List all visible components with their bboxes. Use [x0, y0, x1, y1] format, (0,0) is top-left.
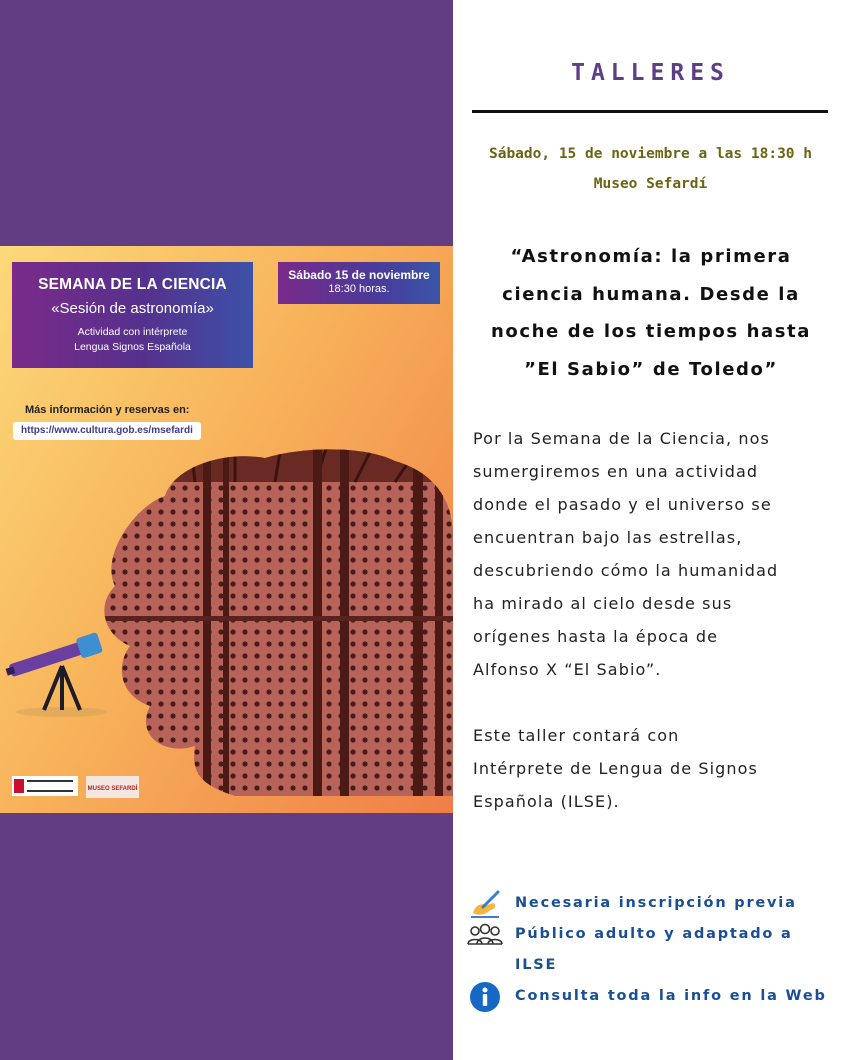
talk-title-line: “Astronomía: la primera	[510, 246, 792, 267]
poster-subtitle: «Sesión de astronomía»	[51, 300, 214, 317]
people-icon	[467, 919, 503, 950]
poster-logos	[12, 776, 139, 798]
paragraph-line: encuentran bajo las estrellas,	[473, 528, 743, 547]
paragraph-line: sumergiremos en una actividad	[473, 462, 759, 481]
talk-title-line: ”El Sabio” de Toledo”	[524, 358, 778, 380]
museo-sefardi-logo-text: MUSEO SEFARDÍ	[87, 786, 138, 792]
heading-divider	[472, 110, 828, 113]
poster-date: Sábado 15 de noviembre	[288, 268, 430, 282]
info-item-registration	[467, 888, 847, 919]
paragraph-line: descubriendo cómo la humanidad	[473, 561, 779, 580]
writing-hand-icon	[467, 888, 503, 919]
info-line: Público adulto y adaptado a	[515, 926, 793, 942]
paragraph-line: orígenes hasta la época de	[473, 627, 719, 646]
info-line: Necesaria inscripción previa	[515, 895, 797, 911]
event-place: Museo Sefardí	[593, 176, 708, 192]
paragraph-line: Este taller contará con	[473, 726, 680, 745]
info-icon	[467, 981, 503, 1012]
paragraph-line: Española (ILSE).	[473, 792, 620, 811]
paragraph-line: Intérprete de Lengua de Signos	[473, 759, 758, 778]
info-line: ILSE	[515, 957, 558, 973]
website-link[interactable]	[515, 981, 827, 1012]
event-poster	[0, 246, 453, 813]
talk-title-line: ciencia humana. Desde la	[502, 283, 800, 305]
poster-date-box	[278, 262, 440, 304]
poster-time: 18:30 horas.	[328, 283, 390, 295]
telescope-illustration	[0, 606, 140, 726]
poster-title: SEMANA DE LA CIENCIA	[38, 276, 227, 293]
info-text	[515, 888, 797, 919]
info-text	[515, 919, 793, 981]
article-column	[453, 0, 848, 1060]
description-paragraph	[473, 422, 835, 686]
event-date: Sábado, 15 de noviembre a las 18:30 h	[488, 146, 812, 162]
paragraph-line: Alfonso X “El Sabio”.	[473, 660, 662, 679]
museo-sefardi-logo	[86, 776, 139, 798]
poster-line-1: Actividad con intérprete	[77, 326, 188, 338]
poster-title-box	[12, 262, 253, 368]
government-logo	[12, 776, 78, 796]
info-list	[467, 888, 847, 1012]
info-line[interactable]: Consulta toda la info en la Web	[515, 988, 827, 1004]
accessibility-paragraph	[473, 719, 835, 818]
info-item-audience	[467, 919, 847, 981]
section-heading: TALLERES	[571, 60, 730, 86]
paragraph-line: donde el pasado y el universo se	[473, 495, 772, 514]
poster-line-2: Lengua Signos Española	[74, 341, 191, 353]
paragraph-line: Por la Semana de la Ciencia, nos	[473, 429, 770, 448]
info-item-website	[467, 981, 847, 1012]
poster-url[interactable]: https://www.cultura.gob.es/msefardi	[13, 422, 201, 440]
talk-title	[473, 238, 829, 388]
poster-info-label: Más información y reservas en:	[25, 404, 190, 416]
talk-title-line: noche de los tiempos hasta	[490, 321, 811, 342]
paragraph-line: ha mirado al cielo desde sus	[473, 594, 733, 613]
ceiling-photo	[95, 446, 453, 796]
